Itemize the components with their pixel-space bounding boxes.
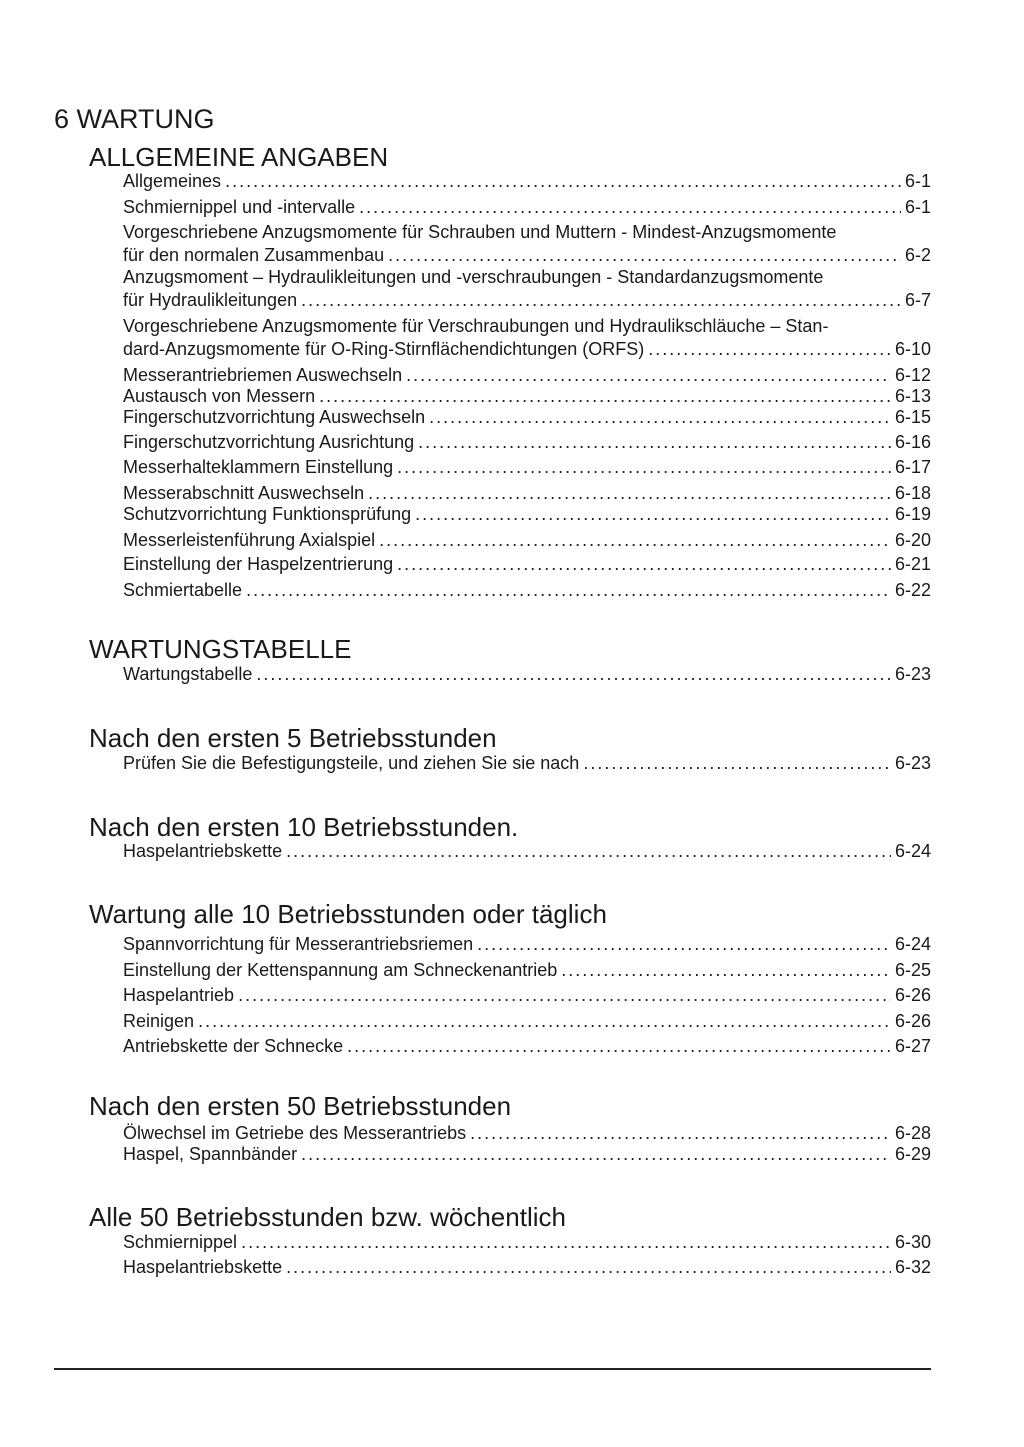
toc-entry[interactable]: Vorgeschriebene Anzugsmomente für Schrauben und Muttern - Mindest-Anzugsmomente für den normalen Zusammenbau ..... 6-2 — [123, 221, 931, 267]
page-number: 6-12 — [894, 365, 931, 385]
toc-entry[interactable]: Vorgeschriebene Anzugsmomente für Verschraubungen und Hydraulikschläuche – Stan- dard-Anzugsmomente für O-Ring-Stirnflächendichtungen (ORFS) ..... 6-10 — [123, 315, 931, 361]
toc-entry[interactable]: Wartungstabelle ..... 6-23 — [123, 663, 931, 686]
section-title: Wartung alle 10 Betriebsstunden oder täglich — [89, 899, 607, 929]
page-number: 6-2 — [904, 245, 931, 265]
toc-entry[interactable]: Messerabschnitt Auswechseln ..... 6-18 — [123, 482, 931, 505]
page-number: 6-25 — [894, 960, 931, 980]
page-number: 6-1 — [904, 197, 931, 217]
toc-entry[interactable]: Haspelantrieb ..... 6-26 — [123, 984, 931, 1007]
toc-entry[interactable]: Schmiernippel und -intervalle ..... 6-1 — [123, 196, 931, 219]
toc-entry[interactable]: Schmiertabelle ..... 6-22 — [123, 579, 931, 602]
toc-entry[interactable]: Reinigen ..... 6-26 — [123, 1010, 931, 1033]
page-number: 6-18 — [894, 483, 931, 503]
toc-entry[interactable]: Anzugsmoment – Hydraulikleitungen und -verschraubungen - Standardanzugsmomente für Hydraulikleitungen ..... 6-7 — [123, 266, 931, 312]
toc-entry[interactable]: Einstellung der Kettenspannung am Schneckenantrieb ..... 6-25 — [123, 959, 931, 982]
page-number: 6-30 — [894, 1232, 931, 1252]
toc-entry[interactable]: Allgemeines ..... 6-1 — [123, 170, 931, 193]
page-number: 6-24 — [894, 841, 931, 861]
chapter-title: 6 WARTUNG — [54, 104, 215, 134]
toc-entry[interactable]: Austausch von Messern ..... 6-13 — [123, 385, 931, 408]
toc-entry[interactable]: Schutzvorrichtung Funktionsprüfung ..... 6-19 — [123, 503, 931, 526]
section-title: WARTUNGSTABELLE — [89, 634, 352, 664]
section-title: Nach den ersten 50 Betriebsstunden — [89, 1091, 512, 1121]
page-number: 6-15 — [894, 407, 931, 427]
page-number: 6-28 — [894, 1123, 931, 1143]
toc-entry[interactable]: Messerleistenführung Axialspiel ..... 6-20 — [123, 529, 931, 552]
section-title: Alle 50 Betriebsstunden bzw. wöchentlich — [89, 1202, 566, 1232]
toc-entry[interactable]: Schmiernippel ..... 6-30 — [123, 1231, 931, 1254]
page-number: 6-26 — [894, 1011, 931, 1031]
section-title: Nach den ersten 5 Betriebsstunden — [89, 723, 497, 753]
page-number: 6-22 — [894, 580, 931, 600]
page-number: 6-13 — [894, 386, 931, 406]
section-title: ALLGEMEINE ANGABEN — [89, 142, 389, 172]
toc-entry[interactable]: Fingerschutzvorrichtung Ausrichtung ..... 6-16 — [123, 431, 931, 454]
page-number: 6-29 — [894, 1144, 931, 1164]
page-number: 6-23 — [894, 664, 931, 684]
toc-entry[interactable]: Ölwechsel im Getriebe des Messerantriebs ..... 6-28 — [123, 1122, 931, 1145]
toc-entry[interactable]: Haspelantriebskette ..... 6-24 — [123, 840, 931, 863]
page-number: 6-21 — [894, 554, 931, 574]
toc-entry[interactable]: Spannvorrichtung für Messerantriebsriemen ..... 6-24 — [123, 933, 931, 956]
page-number: 6-7 — [904, 290, 931, 310]
section-title: Nach den ersten 10 Betriebsstunden. — [89, 812, 519, 842]
toc-entry[interactable]: Messerhalteklammern Einstellung ..... 6-17 — [123, 456, 931, 479]
page-number: 6-24 — [894, 934, 931, 954]
page-number: 6-32 — [894, 1257, 931, 1277]
toc-entry[interactable]: Einstellung der Haspelzentrierung ..... 6-21 — [123, 553, 931, 576]
page-number: 6-20 — [894, 530, 931, 550]
page-number: 6-16 — [894, 432, 931, 452]
page-number: 6-17 — [894, 457, 931, 477]
toc-entry[interactable]: Haspelantriebskette ..... 6-32 — [123, 1256, 931, 1279]
page-number: 6-1 — [904, 171, 931, 191]
page-number: 6-10 — [894, 339, 931, 359]
page-number: 6-23 — [894, 753, 931, 773]
page-number: 6-19 — [894, 504, 931, 524]
toc-entry[interactable]: Antriebskette der Schnecke ..... 6-27 — [123, 1035, 931, 1058]
toc-entry[interactable]: Fingerschutzvorrichtung Auswechseln ..... 6-15 — [123, 406, 931, 429]
toc-entry[interactable]: Messerantriebriemen Auswechseln ..... 6-12 — [123, 364, 931, 387]
page-number: 6-27 — [894, 1036, 931, 1056]
toc-entry[interactable]: Prüfen Sie die Befestigungsteile, und ziehen Sie sie nach ..... 6-23 — [123, 752, 931, 775]
page-number: 6-26 — [894, 985, 931, 1005]
toc-entry[interactable]: Haspel, Spannbänder ..... 6-29 — [123, 1143, 931, 1166]
footer-divider — [54, 1368, 931, 1370]
